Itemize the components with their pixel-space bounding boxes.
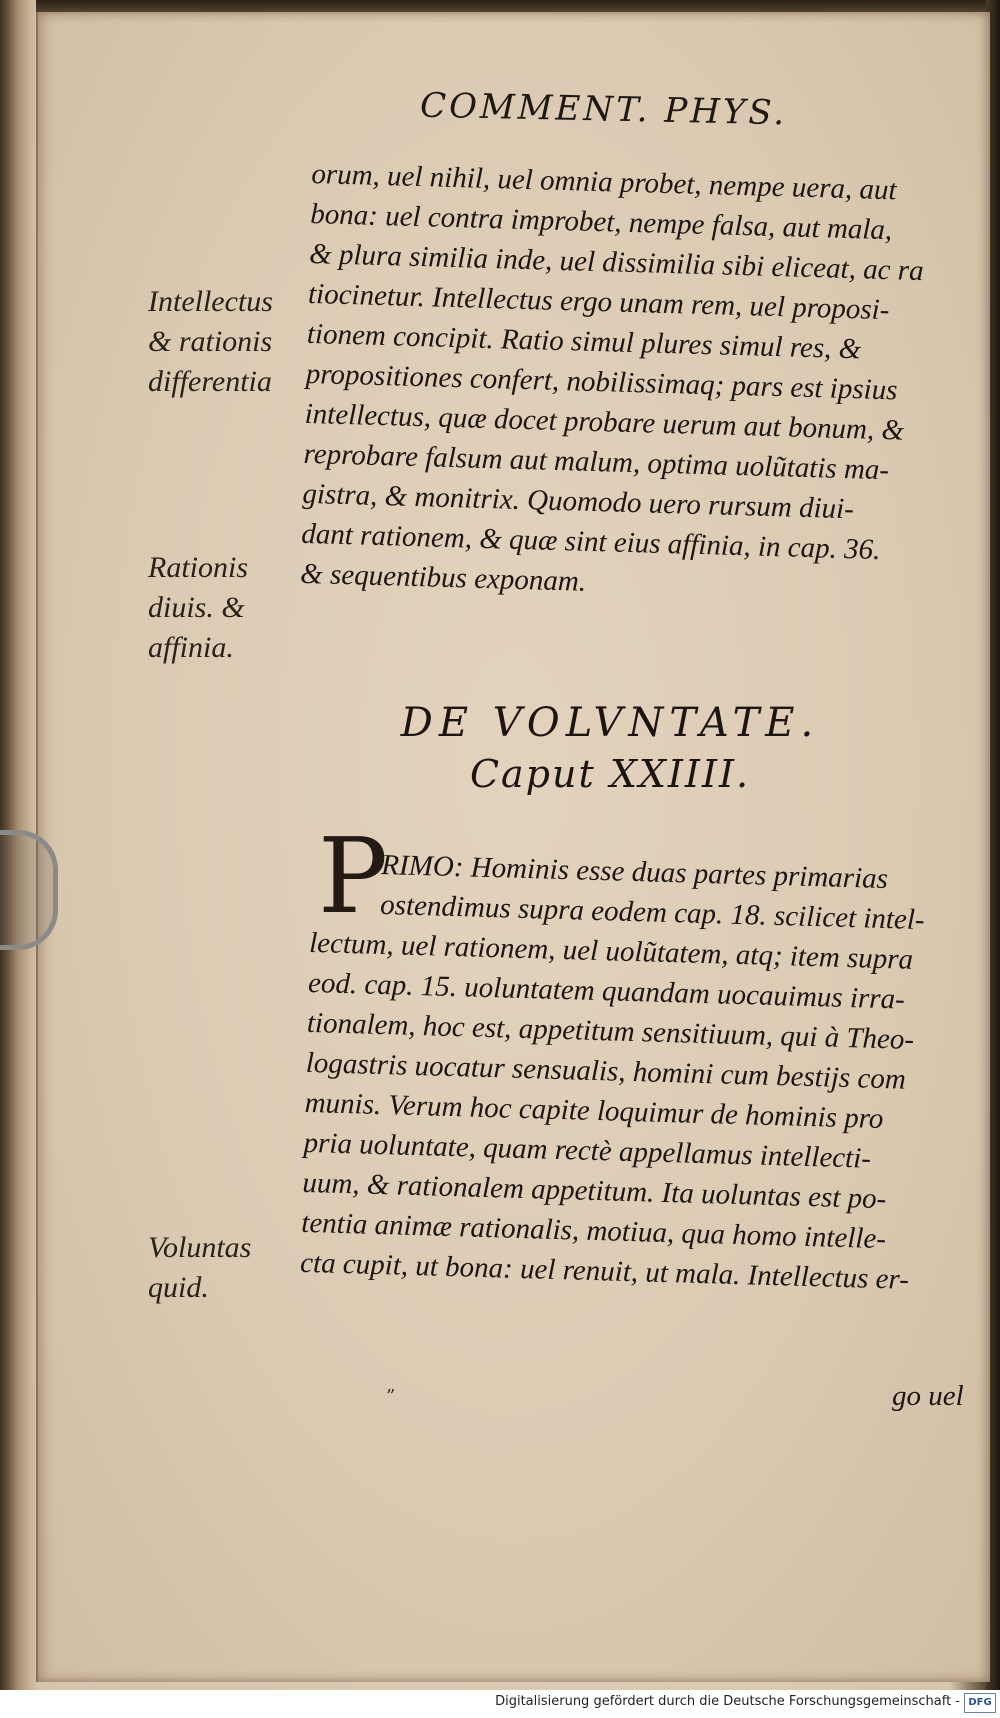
text-line: intellectus, quæ docet probare uerum aut bonum, & xyxy=(304,397,905,447)
text-line: lectum, uel rationem, uel uolũtatem, atq; item supra xyxy=(308,926,914,976)
text-line: Rationis xyxy=(148,551,249,584)
text-line: & sequentibus exponam. xyxy=(299,557,587,598)
text-line: pria uoluntate, quam rectè appellamus intellecti- xyxy=(303,1126,872,1175)
text-line: quid. xyxy=(148,1271,209,1304)
text-line: reprobare falsum aut malum, optima uolũtatis ma- xyxy=(303,437,890,487)
chapter-title: DE VOLVNTATE. xyxy=(400,700,820,746)
text-line: gistra, & monitrix. Quomodo uero rursum diui- xyxy=(302,477,855,526)
text-line: cta cupit, ut bona: uel renuit, ut mala. Intellectus er- xyxy=(299,1246,910,1296)
text-line: tentia animæ rationalis, motiua, qua homo intelle- xyxy=(300,1206,887,1256)
paragraph-continuation xyxy=(300,154,962,612)
text-line: RIMO: Hominis esse duas partes primarias xyxy=(380,848,889,896)
catchword: go uel xyxy=(892,1380,964,1412)
book-clasp xyxy=(0,830,58,950)
text-line: & rationis xyxy=(148,325,273,358)
text-line: affinia. xyxy=(148,631,234,664)
text-line: Intellectus xyxy=(148,285,273,318)
text-line: propositiones confert, nobilissimaq; pars est ipsius xyxy=(305,357,898,407)
text-line: eod. cap. 15. uoluntatem quandam uocauimus irra- xyxy=(307,966,906,1016)
footer-credit: Digitalisierung gefördert durch die Deutsche Forschungsgemeinschaft - xyxy=(495,1694,960,1709)
text-line: Voluntas xyxy=(148,1231,252,1264)
text-line: logastris uocatur sensualis, homini cum bestijs com xyxy=(305,1046,907,1096)
drop-cap-initial: P xyxy=(318,815,388,937)
text-line: munis. Verum hoc capite loquimur de hominis pro xyxy=(304,1086,884,1136)
digitization-footer xyxy=(0,1690,1000,1718)
text-line: uum, & rationalem appetitum. Ita uoluntas est po- xyxy=(302,1166,887,1216)
text-line: tiocinetur. Intellectus ergo unam rem, uel proposi- xyxy=(307,277,890,327)
ink-mark: ” xyxy=(386,1386,396,1407)
text-line: & plura similia inde, uel dissimilia sibi eliceat, ac ra xyxy=(308,237,925,288)
running-head: COMMENT. PHYS. xyxy=(419,85,788,134)
text-line: dant rationem, & quæ sint eius affinia, in cap. 36. xyxy=(300,517,881,567)
text-line: tionalem, hoc est, appetitum sensitiuum, qui à Theo- xyxy=(306,1006,915,1056)
margin-note-voluntas xyxy=(148,1228,303,1308)
text-line: bona: uel contra improbet, nempe falsa, aut mala, xyxy=(309,197,893,247)
margin-note-intellectus xyxy=(148,282,303,402)
text-line: tionem concipit. Ratio simul plures simul res, & xyxy=(306,317,862,366)
text-line: diuis. & xyxy=(148,591,245,624)
dfg-logo: DFG xyxy=(964,1693,996,1713)
paragraph-voluntate xyxy=(300,843,962,1301)
chapter-heading-block xyxy=(330,700,890,796)
chapter-number: Caput XXIIII. xyxy=(469,752,751,796)
text-line: differentia xyxy=(148,365,272,398)
text-line: orum, uel nihil, uel omnia probet, nempe uera, aut xyxy=(310,157,897,207)
margin-note-rationis xyxy=(148,548,303,668)
text-line: ostendimus supra eodem cap. 18. scilicet intel- xyxy=(379,888,926,937)
